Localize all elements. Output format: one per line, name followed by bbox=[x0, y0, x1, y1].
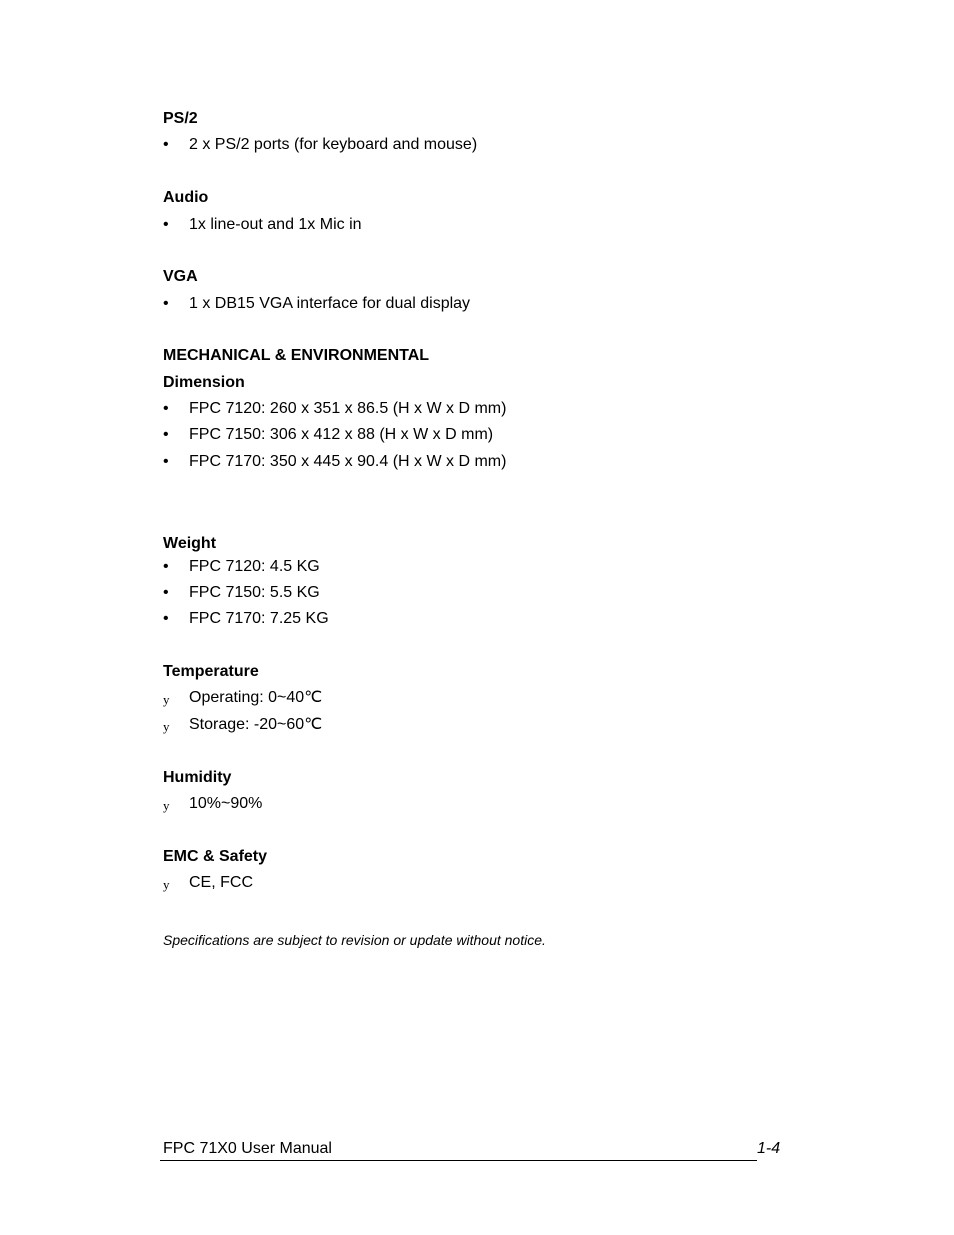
list-item: FPC 7150: 306 x 412 x 88 (H x W x D mm) bbox=[189, 426, 494, 443]
list-item: 1 x DB15 VGA interface for dual display bbox=[189, 295, 471, 312]
bullet-marker: y bbox=[163, 692, 170, 707]
list-item: Operating: 0~40℃ bbox=[189, 689, 323, 706]
list-item: CE, FCC bbox=[189, 874, 253, 891]
list-item: FPC 7120: 4.5 KG bbox=[189, 558, 320, 575]
heading-weight: Weight bbox=[163, 535, 217, 552]
heading-humidity: Humidity bbox=[163, 769, 232, 786]
bullet-marker: • bbox=[163, 136, 169, 153]
list-item: 2 x PS/2 ports (for keyboard and mouse) bbox=[189, 136, 478, 153]
heading-temperature: Temperature bbox=[163, 663, 259, 680]
heading-mechanical-environmental: MECHANICAL & ENVIRONMENTAL bbox=[163, 347, 430, 364]
bullet-marker: • bbox=[163, 584, 169, 601]
bullet-marker: • bbox=[163, 400, 169, 417]
bullet-marker: • bbox=[163, 558, 169, 575]
heading-vga: VGA bbox=[163, 268, 198, 285]
heading-ps2: PS/2 bbox=[163, 110, 198, 127]
bullet-marker: • bbox=[163, 216, 169, 233]
bullet-marker: y bbox=[163, 719, 170, 734]
bullet-marker: y bbox=[163, 798, 170, 813]
list-item: FPC 7150: 5.5 KG bbox=[189, 584, 320, 601]
page-number: 1-4 bbox=[757, 1140, 781, 1157]
bullet-marker: • bbox=[163, 426, 169, 443]
footer-title: FPC 71X0 User Manual bbox=[163, 1140, 332, 1157]
list-item: Storage: -20~60℃ bbox=[189, 716, 323, 733]
footer-divider bbox=[160, 1160, 757, 1161]
list-item: 1x line-out and 1x Mic in bbox=[189, 216, 362, 233]
bullet-marker: • bbox=[163, 295, 169, 312]
list-item: FPC 7170: 350 x 445 x 90.4 (H x W x D mm) bbox=[189, 453, 507, 470]
heading-emc-safety: EMC & Safety bbox=[163, 848, 268, 865]
list-item: 10%~90% bbox=[189, 795, 263, 812]
list-item: FPC 7170: 7.25 KG bbox=[189, 610, 329, 627]
bullet-marker: • bbox=[163, 610, 169, 627]
bullet-marker: y bbox=[163, 877, 170, 892]
list-item: FPC 7120: 260 x 351 x 86.5 (H x W x D mm) bbox=[189, 400, 507, 417]
bullet-marker: • bbox=[163, 453, 169, 470]
heading-audio: Audio bbox=[163, 189, 209, 206]
heading-dimension: Dimension bbox=[163, 374, 245, 391]
specifications-note: Specifications are subject to revision or update without notice. bbox=[163, 932, 546, 948]
